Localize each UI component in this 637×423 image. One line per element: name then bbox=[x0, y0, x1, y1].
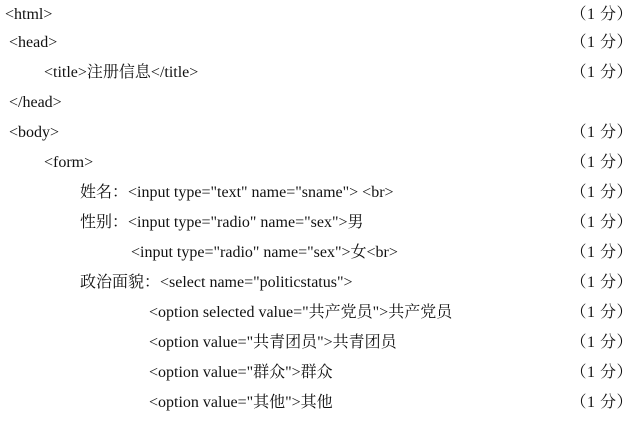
code-text: 性别：<input type="radio" name="sex">男 bbox=[80, 214, 364, 231]
code-line bbox=[0, 88, 637, 118]
code-text: <option selected value="共产党员">共产党员 bbox=[149, 304, 453, 321]
score-label: （1 分） bbox=[570, 304, 633, 321]
score-label: （1 分） bbox=[570, 214, 633, 231]
score-label: （1 分） bbox=[570, 334, 633, 351]
code-line bbox=[0, 208, 637, 238]
code-line bbox=[0, 0, 637, 30]
score-label: （1 分） bbox=[570, 184, 633, 201]
code-text: <title>注册信息</title> bbox=[44, 64, 199, 81]
code-line bbox=[0, 148, 637, 178]
code-text: <option value="其他">其他 bbox=[149, 394, 333, 411]
code-line bbox=[0, 358, 637, 388]
code-text: </head> bbox=[9, 94, 62, 111]
code-line bbox=[0, 58, 637, 88]
code-text: <option value="共青团员">共青团员 bbox=[149, 334, 397, 351]
score-label: （1 分） bbox=[570, 34, 633, 51]
code-text: <option value="群众">群众 bbox=[149, 364, 333, 381]
code-line bbox=[0, 118, 637, 148]
code-line bbox=[0, 268, 637, 298]
code-text: <head> bbox=[9, 34, 58, 51]
score-label: （1 分） bbox=[570, 124, 633, 141]
code-text: <form> bbox=[44, 154, 94, 171]
score-label: （1 分） bbox=[570, 244, 633, 261]
score-label: （1 分） bbox=[570, 394, 633, 411]
score-label: （1 分） bbox=[570, 274, 633, 291]
score-label: （1 分） bbox=[570, 364, 633, 381]
score-label: （1 分） bbox=[570, 64, 633, 81]
code-line bbox=[0, 388, 637, 418]
code-line bbox=[0, 238, 637, 268]
score-label: （1 分） bbox=[570, 154, 633, 171]
code-line bbox=[0, 328, 637, 358]
code-line bbox=[0, 178, 637, 208]
code-text: 姓名：<input type="text" name="sname"> <br> bbox=[80, 184, 394, 201]
code-line bbox=[0, 298, 637, 328]
code-text: <body> bbox=[9, 124, 60, 141]
code-text: <input type="radio" name="sex">女<br> bbox=[131, 244, 398, 261]
score-label: （1 分） bbox=[570, 6, 633, 23]
code-text: <html> bbox=[5, 6, 53, 23]
code-text: 政治面貌：<select name="politicstatus"> bbox=[80, 274, 353, 291]
code-line bbox=[0, 28, 637, 58]
